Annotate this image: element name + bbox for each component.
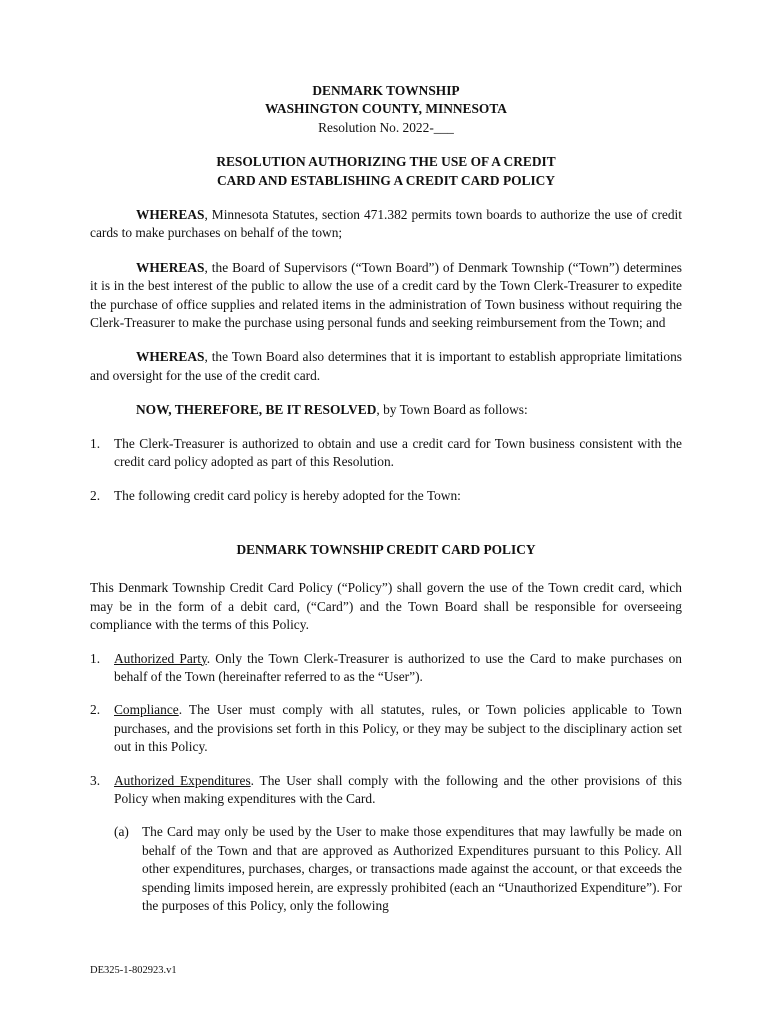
item-text [114,701,682,756]
policy-item [90,650,682,687]
item-number: 1. [90,435,101,451]
item-number: 3. [90,772,101,788]
whereas-text: , Minnesota Statutes, section 471.382 permits town boards to authorize the use of credit cards to make purchases on behalf of the town; [90,207,682,241]
township-name: DENMARK TOWNSHIP [312,83,460,98]
item-number: 2. [90,702,101,718]
resolution-item [90,435,682,472]
policy-item [90,772,682,809]
sub-item-number: (a) [114,824,129,840]
item-body: . The User must comply with all statutes, rules, or Town policies applicable to Town purchases, and the provisions set forth in this Policy, or they may be subject to the disciplinary action set out in this Policy. [114,702,682,755]
resolved-lead: NOW, THEREFORE, BE IT RESOLVED [136,402,377,418]
policy-intro: This Denmark Township Credit Card Policy (“Policy”) shall govern the use of the Town credit card, which may be in the form of a debit card, (“Card”) and the Town Board shall be responsible for overseeing compliance with the terms of this Policy. [90,580,682,633]
item-text [114,650,682,687]
whereas-text: , the Town Board also determines that it is important to establish appropriate limitations and oversight for the use of the credit card. [90,349,682,383]
whereas-text: , the Board of Supervisors (“Town Board”) of Denmark Township (“Town”) determines it is in the best interest of the public to allow the use of a credit card by the Town Clerk-Treasurer to expedite the purchase of office supplies and related items in the administration of Town business without requiring the Clerk-Treasurer to make the purchase using personal funds and seeking reimbursement from the Town; and [90,259,682,331]
resolution-title-line-1: RESOLUTION AUTHORIZING THE USE OF A CREDIT [216,154,556,170]
sub-item-text: The Card may only be used by the User to make those expenditures that may lawfully be made on behalf of the Town and that are approved as Authorized Expenditures pursuant to this Policy. All other expenditures, purchases, charges, or transactions made against the account, or that exceeds the spending limits imposed herein, are expressly prohibited (each an “Unauthorized Expenditure”). For the purposes of this Policy, only the following [142,824,682,913]
resolved-text: , by Town Board as follows: [376,402,528,418]
item-number: 1. [90,650,101,666]
whereas-paragraph-1 [90,206,682,243]
item-text [114,772,682,809]
item-heading: Authorized Expenditures [114,772,251,788]
whereas-lead: WHEREAS [136,259,205,275]
document-id-footer: DE325-1-802923.v1 [90,965,177,976]
item-text: The Clerk-Treasurer is authorized to obtain and use a credit card for Town business consistent with the credit card policy adopted as part of this Resolution. [114,435,682,470]
item-number: 2. [90,487,101,503]
whereas-lead: WHEREAS [136,349,205,365]
county-state: WASHINGTON COUNTY, MINNESOTA [265,101,507,117]
item-heading: Authorized Party [114,650,207,666]
policy-item [90,701,682,756]
whereas-paragraph-3 [90,348,682,385]
item-body: . The User shall comply with the following and the other provisions of this Policy when making expenditures with the Card. [114,772,682,806]
resolution-number: Resolution No. 2022-___ [318,119,454,135]
document-page [90,82,682,915]
policy-title: DENMARK TOWNSHIP CREDIT CARD POLICY [236,541,536,557]
resolved-paragraph [90,401,682,419]
whereas-paragraph-2 [90,259,682,333]
policy-sub-item [114,823,682,915]
resolution-title [90,153,682,190]
document-header [90,82,682,137]
item-heading: Compliance [114,702,179,718]
resolution-item [90,487,682,505]
item-text: The following credit card policy is hereby adopted for the Town: [114,487,461,503]
resolution-title-line-2: CARD AND ESTABLISHING A CREDIT CARD POLICY [216,172,556,188]
item-body: . Only the Town Clerk-Treasurer is authorized to use the Card to make purchases on behalf of the Town (hereinafter referred to as the “User”). [114,650,682,684]
whereas-lead: WHEREAS [136,207,205,223]
